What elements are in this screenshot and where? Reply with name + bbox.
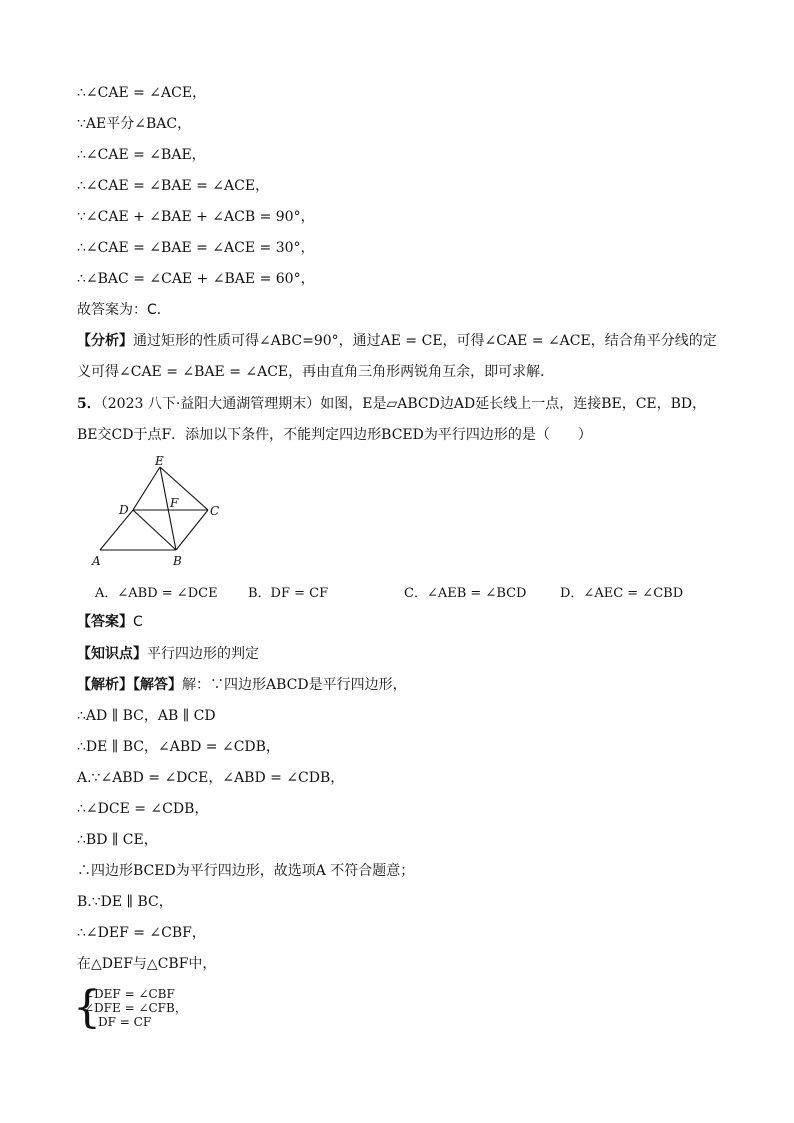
system-row: ∠DFE = ∠CFB，	[84, 1001, 187, 1015]
system-row: ∠DEF = ∠CBF	[84, 987, 175, 1001]
label-f: F	[170, 496, 179, 510]
step-line: ∴∠CAE = ∠BAE，	[77, 147, 206, 163]
solution-step: ∴四边形BCED为平行四边形，故选项A 不符合题意；	[77, 863, 415, 879]
equation-system	[84, 987, 187, 1029]
solution-step: ∴∠DEF = ∠CBF，	[77, 925, 206, 941]
knowledge-tag: 【知识点】	[77, 646, 147, 662]
segment-bc	[176, 510, 208, 550]
step-line: ∵∠CAE + ∠BAE + ∠ACB = 90°，	[77, 209, 315, 225]
answer-tag: 【答案】	[77, 614, 133, 630]
answer-line: 故答案为：C．	[77, 302, 171, 318]
solution-step: ∴∠DCE = ∠CDB，	[77, 801, 209, 817]
option-a: A．∠ABD = ∠DCE	[95, 586, 218, 601]
step-line: ∴∠CAE = ∠BAE = ∠ACE，	[77, 178, 270, 194]
solution-step: ∴AD ∥ BC，AB ∥ CD	[77, 708, 216, 724]
solution-step: 在△DEF与△CBF中，	[77, 956, 217, 972]
analysis-text: 通过矩形的性质可得∠ABC=90°，通过AE = CE，可得∠CAE = ∠ACE，结合角平分线的定义可得∠CAE = ∠BAE = ∠ACE，再由直角三角形两锐角互余，即可求解．	[77, 333, 717, 380]
system-brace: {	[73, 982, 101, 1033]
solution-step: B.∵DE ∥ BC，	[77, 894, 173, 910]
answer-value: C	[133, 614, 143, 630]
solution-step: A.∵∠ABD = ∠DCE，∠ABD = ∠CDB，	[77, 770, 345, 786]
analysis-tag: 【分析】	[77, 333, 133, 349]
step-line: ∴∠CAE = ∠ACE，	[77, 85, 207, 101]
answer-row	[77, 612, 143, 632]
option-d: D．∠AEC = ∠CBD	[560, 586, 684, 601]
solution-first: 解：∵四边形ABCD是平行四边形，	[182, 677, 407, 693]
label-d: D	[119, 503, 129, 517]
analysis-paragraph	[77, 326, 722, 388]
solution-step: ∴BD ∥ CE，	[77, 832, 158, 848]
parallelogram-figure	[90, 455, 230, 570]
label-b: B	[173, 554, 182, 568]
solution-first-line	[77, 675, 407, 695]
question-paragraph	[77, 389, 722, 451]
question-number: 5．	[77, 396, 101, 412]
segment-de	[133, 467, 160, 510]
solution-step: ∴DE ∥ BC，∠ABD = ∠CDB，	[77, 739, 280, 755]
question-text: （2023 八下·益阳大通湖管理期末）如图，E是▱ABCD边AD延长线上一点，连接BE，CE，BD，BE交CD于点F．添加以下条件，不能判定四边形BCED为平行四边形的是（ ）	[77, 396, 707, 443]
step-line: ∵AE平分∠BAC，	[77, 116, 192, 132]
label-c: C	[210, 504, 220, 518]
option-c: C．∠AEB = ∠BCD	[404, 586, 527, 601]
system-row: DF = CF	[98, 1015, 152, 1029]
knowledge-row	[77, 644, 259, 664]
step-line: ∴∠CAE = ∠BAE = ∠ACE = 30°，	[77, 240, 315, 256]
solution-tag: 【解析】【解答】	[77, 677, 182, 693]
step-line: ∴∠BAC = ∠CAE + ∠BAE = 60°，	[77, 271, 315, 287]
label-e: E	[155, 455, 164, 468]
option-b: B．DF = CF	[248, 586, 329, 601]
label-a: A	[92, 554, 101, 568]
knowledge-value: 平行四边形的判定	[147, 646, 259, 662]
